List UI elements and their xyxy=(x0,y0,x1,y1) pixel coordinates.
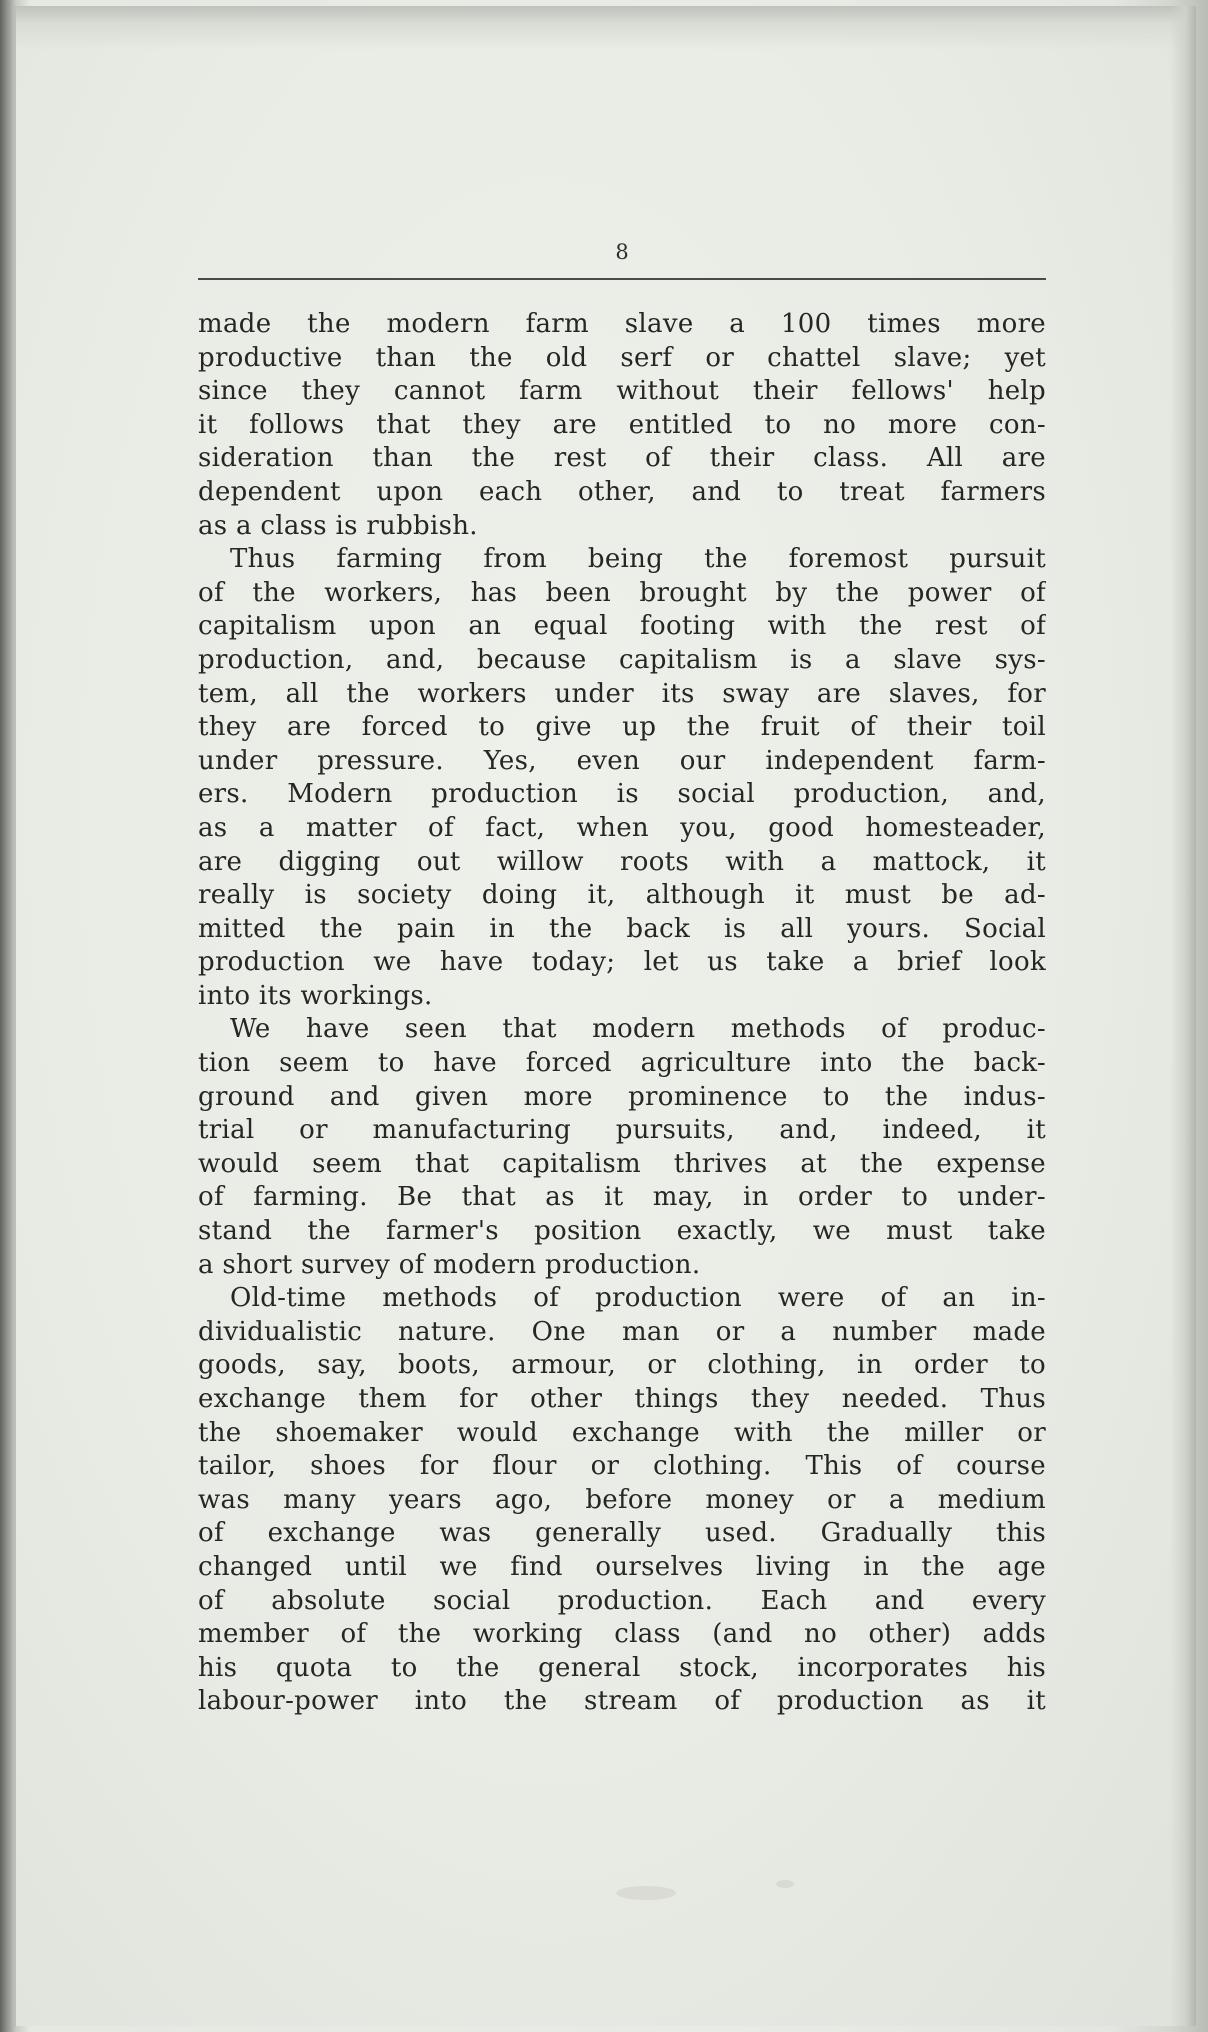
text-line: sideration than the rest of their class. All are xyxy=(198,443,1046,474)
paragraph xyxy=(198,543,1046,1013)
page-number: 8 xyxy=(615,240,629,264)
text-line: of absolute social production. Each and every xyxy=(198,1585,1046,1616)
text-line: trial or manufacturing pursuits, and, indeed, it xyxy=(198,1115,1046,1146)
text-line: of farming. Be that as it may, in order to under- xyxy=(198,1182,1046,1213)
text-line: ers. Modern production is social production, and, xyxy=(198,779,1046,810)
text-line: it follows that they are entitled to no more con- xyxy=(198,409,1046,440)
text-line: of exchange was generally used. Gradually this xyxy=(198,1518,1046,1549)
text-line: mitted the pain in the back is all yours. Social xyxy=(198,913,1046,944)
text-line: production we have today; let us take a brief look xyxy=(198,947,1046,978)
header-rule xyxy=(198,278,1046,280)
text-line: as a class is rubbish. xyxy=(198,510,478,541)
body-text xyxy=(198,308,1046,1719)
text-line: dependent upon each other, and to treat farmers xyxy=(198,476,1046,507)
text-line: since they cannot farm without their fellows' help xyxy=(198,376,1046,407)
text-line: made the modern farm slave a 100 times more xyxy=(198,309,1046,339)
text-line: a short survey of modern production. xyxy=(198,1249,701,1280)
text-line: labour-power into the stream of production as it xyxy=(198,1686,1046,1717)
text-line: his quota to the general stock, incorporates his xyxy=(198,1652,1046,1683)
text-line: Thus farming from being the foremost pursuit xyxy=(230,544,1046,575)
paragraph xyxy=(198,1013,1046,1282)
text-line: of the workers, has been brought by the power of xyxy=(198,577,1046,608)
page-top-edge xyxy=(16,6,1196,50)
text-line: tion seem to have forced agriculture into the back- xyxy=(198,1048,1046,1079)
text-line: was many years ago, before money or a medium xyxy=(198,1484,1046,1515)
paper-smudge xyxy=(776,1880,794,1888)
text-line: would seem that capitalism thrives at the expense xyxy=(198,1148,1046,1179)
text-line: tailor, shoes for flour or clothing. This of course xyxy=(198,1451,1046,1482)
text-line: as a matter of fact, when you, good homesteader, xyxy=(198,812,1046,843)
text-line: tem, all the workers under its sway are slaves, for xyxy=(198,678,1046,709)
text-line: ground and given more prominence to the indus- xyxy=(198,1081,1046,1112)
paper-smudge xyxy=(616,1886,676,1900)
text-line: exchange them for other things they needed. Thus xyxy=(198,1384,1046,1414)
text-line: productive than the old serf or chattel slave; yet xyxy=(198,342,1046,373)
text-line: We have seen that modern methods of produc- xyxy=(230,1014,1046,1045)
text-line: the shoemaker would exchange with the miller or xyxy=(198,1417,1046,1448)
text-line: under pressure. Yes, even our independent farm- xyxy=(198,745,1046,776)
paragraph xyxy=(198,308,1046,543)
text-line: dividualistic nature. One man or a number made xyxy=(198,1316,1046,1347)
paragraph xyxy=(198,1282,1046,1719)
text-line: they are forced to give up the fruit of their toil xyxy=(198,712,1046,743)
text-line: are digging out willow roots with a mattock, it xyxy=(198,846,1046,877)
page-right-edge xyxy=(1170,6,1196,2026)
text-line: into its workings. xyxy=(198,980,433,1011)
text-line: member of the working class (and no other) adds xyxy=(198,1619,1046,1650)
text-line: capitalism upon an equal footing with the rest of xyxy=(198,611,1046,642)
text-line: production, and, because capitalism is a slave sys- xyxy=(198,644,1046,675)
text-line: Old-time methods of production were of an in- xyxy=(230,1283,1046,1314)
text-line: really is society doing it, although it must be ad- xyxy=(198,880,1046,911)
text-line: stand the farmer's position exactly, we must take xyxy=(198,1216,1046,1247)
text-line: changed until we find ourselves living in the age xyxy=(198,1551,1046,1582)
text-line: goods, say, boots, armour, or clothing, in order to xyxy=(198,1350,1046,1381)
